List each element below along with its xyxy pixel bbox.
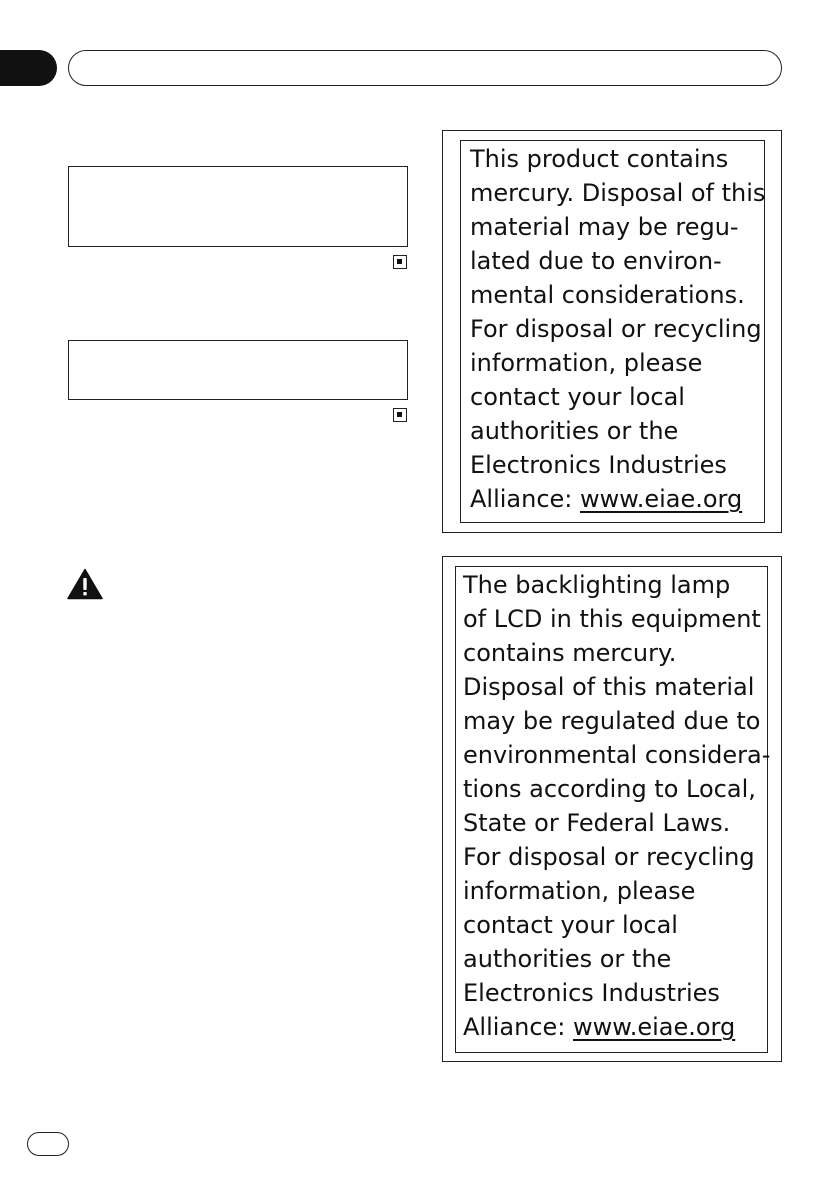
notice-line: For disposal or recycling <box>470 315 762 343</box>
notice-line: authorities or the <box>463 945 672 973</box>
notice-line: The backlighting lamp <box>463 571 731 599</box>
mercury-product-notice <box>470 142 765 516</box>
warning-triangle-icon <box>67 568 103 600</box>
notice-line: of LCD in this equipment <box>463 605 761 633</box>
section-header-bar <box>68 50 782 86</box>
end-of-section-icon <box>393 408 407 422</box>
notice-line: Disposal of this material <box>463 673 755 701</box>
blank-notice-box-1 <box>68 166 408 247</box>
notice-line: mercury. Disposal of this <box>470 179 766 207</box>
notice-line: contact your local <box>463 911 678 939</box>
page-language-badge <box>27 1132 69 1156</box>
notice-line: environmental considera- <box>463 741 771 769</box>
notice-last-line <box>470 482 765 516</box>
notice-line: contains mercury. <box>463 639 677 667</box>
eiae-url-link[interactable]: www.eiae.org <box>573 1013 736 1041</box>
notice-line: material may be regu- <box>470 213 739 241</box>
notice-last-line <box>463 1010 770 1044</box>
notice-line: Electronics Industries <box>470 451 727 479</box>
blank-notice-box-2 <box>68 340 408 400</box>
notice-line: may be regulated due to <box>463 707 761 735</box>
section-tab <box>0 50 57 86</box>
alliance-label: Alliance: <box>470 485 581 513</box>
notice-line: This product contains <box>470 145 729 173</box>
notice-line: information, please <box>463 877 696 905</box>
notice-line: tions according to Local, <box>463 775 756 803</box>
end-of-section-icon <box>393 255 407 269</box>
notice-line: information, please <box>470 349 703 377</box>
notice-line: Electronics Industries <box>463 979 720 1007</box>
eiae-url-link[interactable]: www.eiae.org <box>580 485 743 513</box>
lcd-backlight-notice <box>463 568 770 1044</box>
notice-line: mental considerations. <box>470 281 745 309</box>
notice-line: lated due to environ- <box>470 247 722 275</box>
notice-line: State or Federal Laws. <box>463 809 731 837</box>
notice-line: contact your local <box>470 383 685 411</box>
notice-line: For disposal or recycling <box>463 843 755 871</box>
alliance-label: Alliance: <box>463 1013 574 1041</box>
notice-line: authorities or the <box>470 417 679 445</box>
